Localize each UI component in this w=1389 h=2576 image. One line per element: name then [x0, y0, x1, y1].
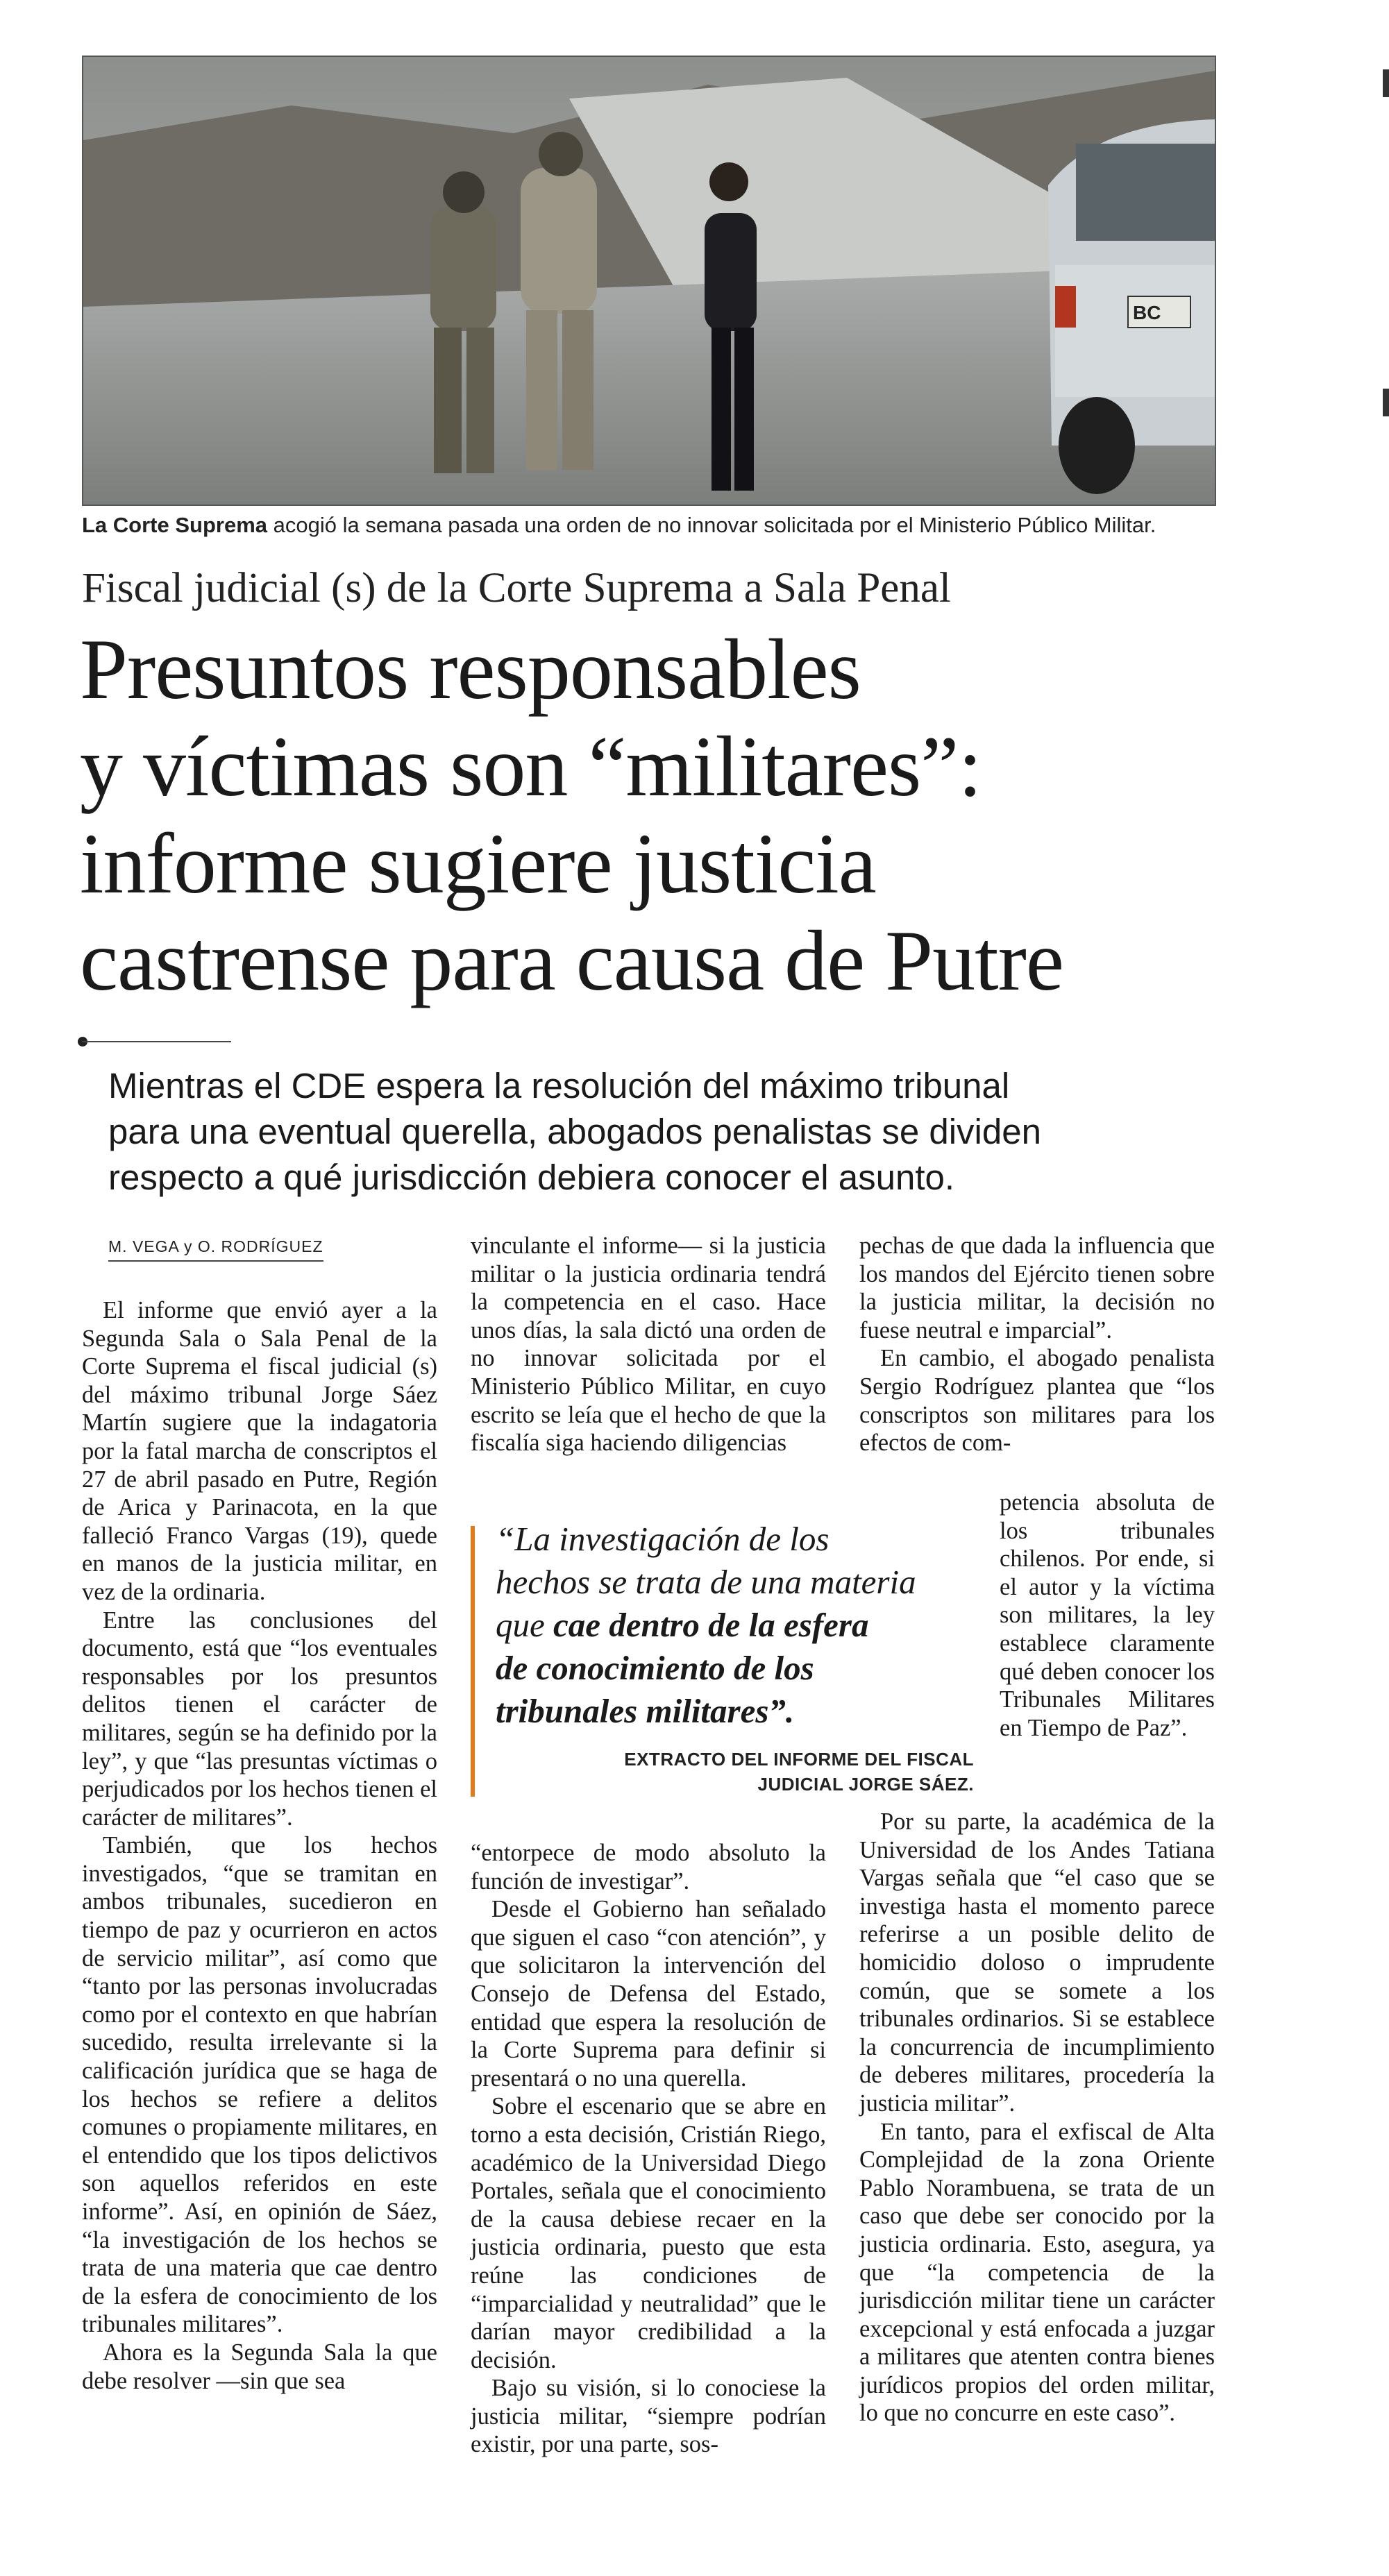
paragraph: En tanto, para el exfiscal de Alta Complejidad de la zona Oriente Pablo Norambuena, se trata de un caso que debe ser conocido por la justicia ordinaria. Esto, asegura, ya que “la competencia de la jurisdicción militar tiene un carácter excepcional y está enfocada a juzgar a militares que atenten contra bienes jurídicos propios del orden militar, lo que no concurre en este caso”.	[859, 2118, 1215, 2427]
paragraph: Ahora es la Segunda Sala la que debe resolver —sin que sea	[82, 2339, 437, 2394]
attribution-line: EXTRACTO DEL INFORME DEL FISCAL	[624, 1749, 974, 1770]
headline	[80, 621, 1274, 1010]
pull-quote-bar	[471, 1526, 475, 1797]
article-photo	[82, 56, 1216, 506]
column-2-bottom	[471, 1839, 826, 2459]
edge-mark	[1383, 389, 1389, 416]
paragraph: Por su parte, la académica de la Universidad de los Andes Tatiana Vargas señala que “el caso que se investiga hasta el momento parece referirse a un posible delito de homicidio doloso o imprudente común, que se somete a los tribunales ordinarios. Si se establece la concurrencia de incumplimiento de deberes militares, procedería la justicia militar”.	[859, 1808, 1215, 2117]
headline-line: Presuntos responsables	[80, 622, 861, 717]
divider	[82, 1041, 231, 1042]
pull-quote-emphasis: de conocimiento de los	[496, 1649, 814, 1687]
pull-quote-fragment: que	[496, 1606, 553, 1644]
column-3-narrow	[1000, 1489, 1215, 1742]
pull-quote-line	[496, 1647, 975, 1690]
pull-quote-attribution	[624, 1747, 974, 1797]
column-3-bottom	[859, 1808, 1215, 2427]
pull-quote-line: hechos se trata de una materia	[496, 1563, 916, 1601]
photo-caption	[82, 512, 1220, 539]
paragraph: Bajo su visión, si lo conociese la justicia militar, “siempre podrían existir, por una parte, sos-	[471, 2375, 826, 2458]
vehicle	[1048, 119, 1215, 494]
paragraph: vinculante el informe— si la justicia militar o la justicia ordinaria tendrá la competencia en el caso. Hace unos días, la sala dictó una orden de no innovar solicitada por el Ministerio Público Militar, en cuyo escrito se leía que el hecho de que la fiscalía siga haciendo diligencias	[471, 1232, 826, 1457]
plate-text: BC	[1133, 302, 1161, 323]
column-2-top	[471, 1232, 826, 1457]
pull-quote-line	[496, 1690, 975, 1733]
deck-line: Mientras el CDE espera la resolución del máximo tribunal	[108, 1066, 1010, 1105]
paragraph: El informe que envió ayer a la Segunda Sala o Sala Penal de la Corte Suprema el fiscal judicial (s) del máximo tribunal Jorge Sáez Martín sugiere que la indagatoria por la fatal marcha de conscriptos el 27 de abril pasado en Putre, Región de Arica y Parinacota, en la que falleció Franco Vargas (19), quede en manos de la justicia militar, en vez de la ordinaria.	[82, 1297, 437, 1605]
edge-mark	[1383, 69, 1389, 97]
page-edge-marks	[1381, 0, 1389, 2576]
pull-quote-line	[496, 1604, 975, 1647]
pull-quote	[471, 1518, 981, 1804]
deck-line: para una eventual querella, abogados penalistas se dividen	[108, 1112, 1041, 1151]
headline-line: castrense para causa de Putre	[80, 913, 1063, 1008]
pull-quote-text	[496, 1518, 975, 1733]
deck-line: respecto a qué jurisdicción debiera conocer el asunto.	[108, 1158, 955, 1197]
pull-quote-emphasis: cae dentro de la esfera	[553, 1606, 869, 1644]
deck	[108, 1063, 1191, 1201]
headline-line: informe sugiere justicia	[80, 816, 876, 911]
photo-scene	[83, 57, 1215, 505]
byline: M. VEGA y O. RODRÍGUEZ	[108, 1237, 323, 1262]
paragraph: Entre las conclusiones del documento, está que “los eventuales responsables por los presuntos delitos tienen el carácter de militares, según se ha definido por la ley”, y que “las presuntas víctimas o perjudicados por los hechos tienen el carácter de militares”.	[82, 1607, 437, 1831]
caption-lead: La Corte Suprema	[82, 513, 268, 537]
paragraph: petencia absoluta de los tribunales chilenos. Por ende, si el autor y la víctima son militares, la ley establece claramente qué deben conocer los Tribunales Militares en Tiempo de Paz”.	[1000, 1489, 1215, 1741]
paragraph: Sobre el escenario que se abre en torno a esta decisión, Cristián Riego, académico de la Universidad Diego Portales, señala que el conocimiento de la causa debiese recaer en la justicia ordinaria, puesto que esta reúne las condiciones de “imparcialidad y neutralidad” que le darían mayor credibilidad a la decisión.	[471, 2093, 826, 2373]
headline-line: y víctimas son “militares”:	[80, 719, 982, 814]
pull-quote-emphasis: tribunales militares”.	[496, 1692, 795, 1730]
column-1	[82, 1296, 437, 2395]
paragraph: pechas de que dada la influencia que los mandos del Ejército tienen sobre la justicia militar, la decisión no fuese neutral e imparcial”.	[859, 1232, 1215, 1344]
paragraph: Desde el Gobierno han señalado que siguen el caso “con atención”, y que solicitaron la intervención del Consejo de Defensa del Estado, entidad que espera la resolución de la Corte Suprema para definir si presentará o no una querella.	[471, 1896, 826, 2092]
kicker: Fiscal judicial (s) de la Corte Suprema a Sala Penal	[82, 565, 951, 611]
attribution-line: JUDICIAL JORGE SÁEZ.	[757, 1774, 974, 1795]
paragraph: En cambio, el abogado penalista Sergio Rodríguez plantea que “los conscriptos son militares para los efectos de com-	[859, 1345, 1215, 1457]
paragraph: También, que los hechos investigados, “que se tramitan en ambos tribunales, sucedieron en tiempo de paz y ocurrieron en actos de servicio militar”, así como que “tanto por las personas involucradas como por el contexto en que habrían sucedido, resulta irrelevante si la calificación jurídica que se haga de los hechos se refiere a delitos comunes o propiamente militares, en el entendido que los tipos delictivos son aquellos referidos en este informe”. Así, en opinión de Sáez, “la investigación de los hechos se trata de una materia que cae dentro de la esfera de conocimiento de los tribunales militares”.	[82, 1832, 437, 2338]
caption-text: acogió la semana pasada una orden de no innovar solicitada por el Ministerio Público Militar.	[267, 513, 1156, 537]
paragraph: “entorpece de modo absoluto la función de investigar”.	[471, 1840, 826, 1895]
pull-quote-line: “La investigación de los	[496, 1520, 830, 1558]
column-3-top	[859, 1232, 1215, 1457]
